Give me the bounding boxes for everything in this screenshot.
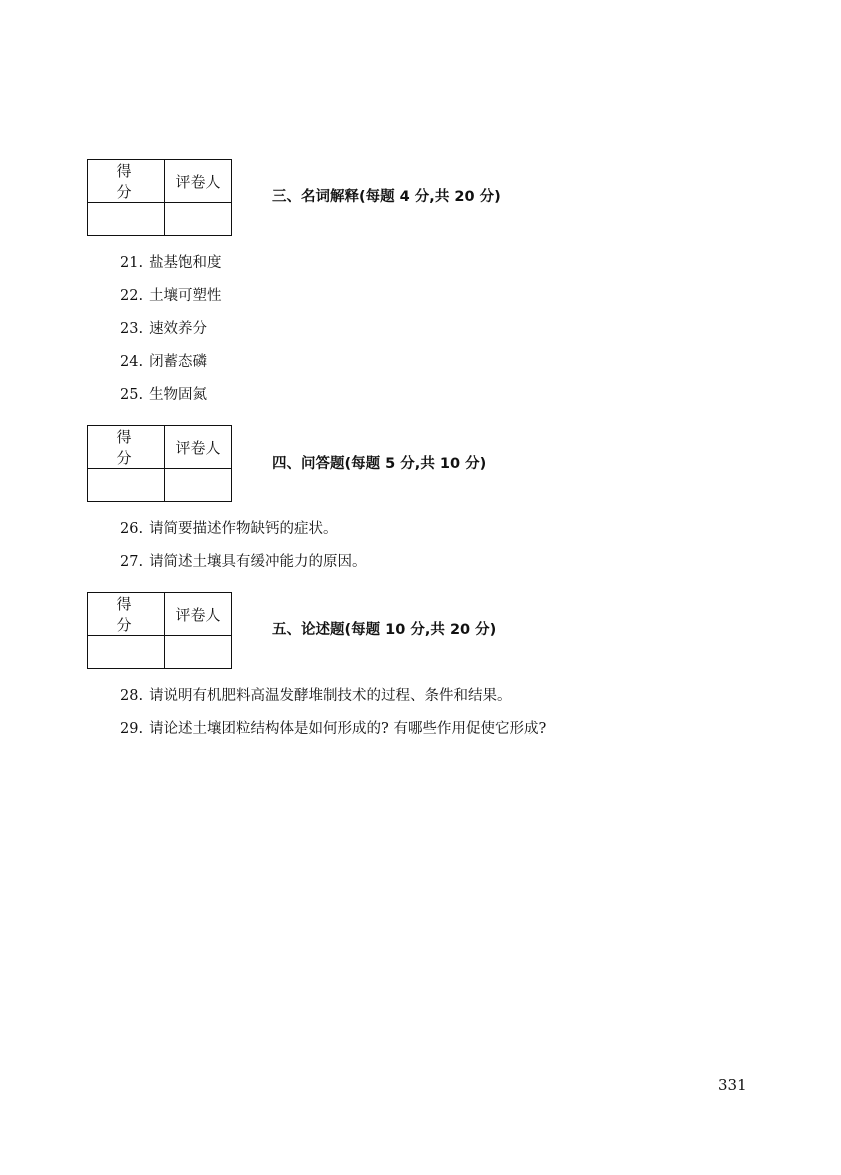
question-item (120, 684, 512, 705)
question-text: 闭蓄态磷 (149, 354, 208, 370)
question-number: 27. (120, 554, 144, 570)
question-number: 28. (120, 688, 144, 704)
question-text: 请简述土壤具有缓冲能力的原因。 (149, 554, 367, 570)
score-label: 得 分 (88, 160, 165, 203)
question-text: 速效养分 (149, 321, 208, 337)
grader-input-cell (165, 636, 232, 669)
grader-label: 评卷人 (165, 593, 232, 636)
section-title-4: 四、问答题(每题 5 分,共 10 分) (272, 456, 487, 472)
question-item (120, 383, 207, 404)
question-text: 请简要描述作物缺钙的症状。 (149, 521, 338, 537)
score-input-cell (88, 469, 165, 502)
question-item (120, 317, 207, 338)
question-number: 23. (120, 321, 144, 337)
score-label: 得 分 (88, 426, 165, 469)
score-input-cell (88, 636, 165, 669)
question-item (120, 350, 207, 371)
question-number: 25. (120, 387, 144, 403)
question-number: 22. (120, 288, 144, 304)
question-text: 请说明有机肥料高温发酵堆制技术的过程、条件和结果。 (149, 688, 512, 704)
question-text: 请论述土壤团粒结构体是如何形成的? 有哪些作用促使它形成? (149, 721, 547, 737)
score-table-section-5 (87, 592, 232, 669)
question-item (120, 284, 222, 305)
question-number: 21. (120, 255, 144, 271)
question-number: 24. (120, 354, 144, 370)
question-number: 29. (120, 721, 144, 737)
question-number: 26. (120, 521, 144, 537)
grader-label: 评卷人 (165, 426, 232, 469)
page-number: 331 (718, 1076, 747, 1094)
section-title-3: 三、名词解释(每题 4 分,共 20 分) (272, 189, 501, 205)
score-table-section-4 (87, 425, 232, 502)
score-input-cell (88, 203, 165, 236)
question-text: 生物固氮 (149, 387, 208, 403)
question-item (120, 550, 367, 571)
grader-input-cell (165, 469, 232, 502)
question-item (120, 251, 222, 272)
question-text: 盐基饱和度 (149, 255, 222, 271)
score-label: 得 分 (88, 593, 165, 636)
question-item (120, 517, 338, 538)
section-title-5: 五、论述题(每题 10 分,共 20 分) (272, 622, 497, 638)
question-text: 土壤可塑性 (149, 288, 222, 304)
grader-label: 评卷人 (165, 160, 232, 203)
question-item (120, 717, 546, 738)
grader-input-cell (165, 203, 232, 236)
score-table-section-3 (87, 159, 232, 236)
